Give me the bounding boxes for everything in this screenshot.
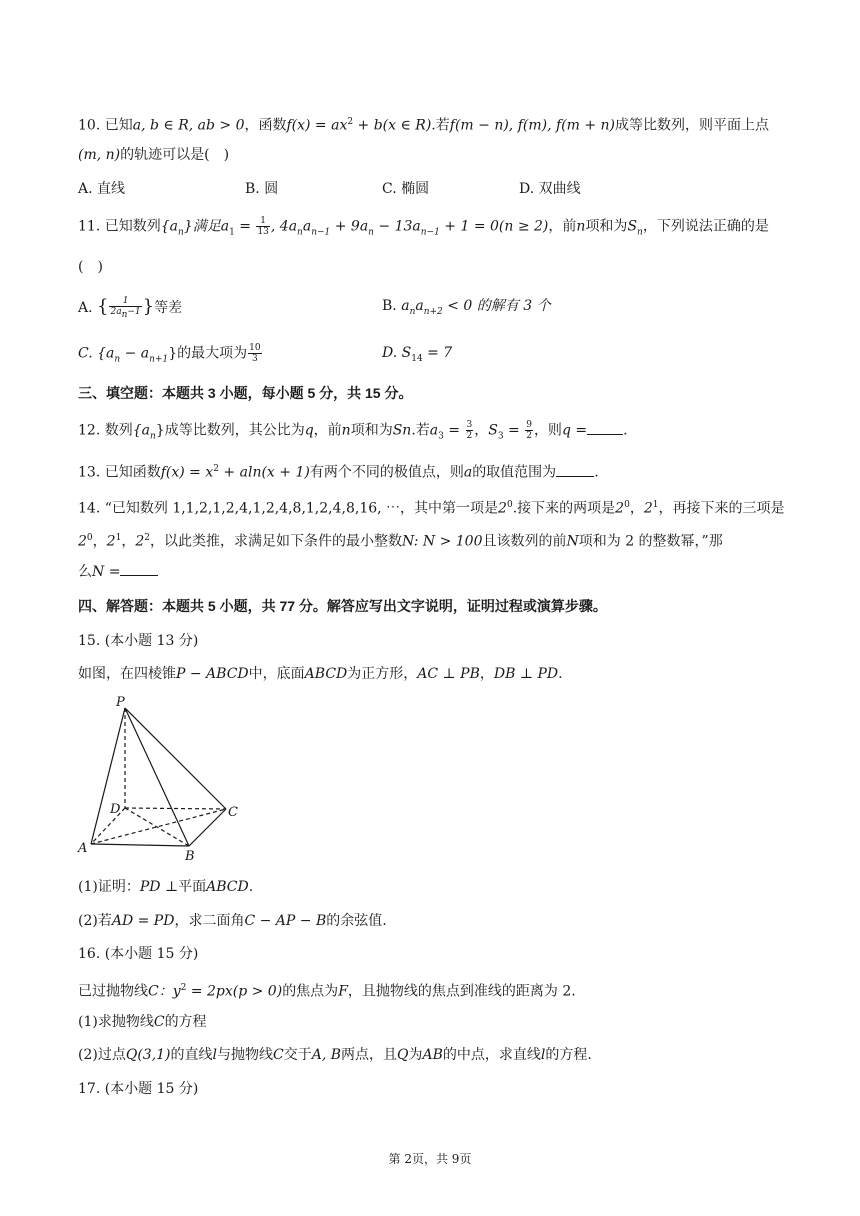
q11-option-b: B. $a_na_{n+2} < 0$ 的解有 3 个 bbox=[382, 298, 551, 317]
label-a: A bbox=[78, 841, 88, 856]
q16-title: 16. (本小题 15 分) bbox=[78, 946, 199, 962]
q10-number: 10. 已知 bbox=[78, 117, 133, 134]
page-footer: 第 2页，共 9页 bbox=[388, 1152, 472, 1166]
q11-line1: 11. 已知数列$\{a_n\}$满足$a_1$ = $\frac{1}{13}$ , $4a_na_{n-1} + 9a_n - 13a_{n-1} + 1 = 0(n \ge 2)$，前n项和为$S_n$，下列说法正确的是 bbox=[78, 216, 769, 238]
q14-line2: $2^0$，$2^1$，$2^2$，以此类推，求满足如下条件的最小整数N: N > 100且该数列的前N项和为 2 的整数幂，”那 bbox=[78, 533, 723, 550]
section-4-heading: 四、解答题：本题共 5 小题，共 77 分。解答应写出文字说明，证明过程或演算步骤。 bbox=[78, 598, 607, 614]
edge-dc bbox=[125, 808, 226, 809]
label-p: P bbox=[116, 695, 125, 710]
q12-answer-blank bbox=[587, 434, 623, 435]
label-c: C bbox=[228, 805, 238, 820]
q17-title: 17. (本小题 15 分) bbox=[78, 1081, 199, 1097]
section-3-heading: 三、填空题：本题共 3 小题，每小题 5 分，共 15 分。 bbox=[78, 385, 413, 401]
q10-line1: 10. 已知a, b ∈ R, ab > 0，函数$f(x) = ax^2 + b(x$ ∈ R).若f(m − n), f(m), f(m + n)成等比数列，则平面上点 bbox=[78, 117, 770, 134]
q16-part1: (1)求抛物线C的方程 bbox=[78, 1014, 207, 1030]
pyramid-figure bbox=[76, 694, 248, 866]
q10-option-b: B. 圆 bbox=[245, 181, 279, 197]
edge-pa bbox=[91, 708, 125, 844]
q16-statement: 已过抛物线C：$y^2 = 2px(p > 0)$的焦点为F，且抛物线的焦点到准线的距离为 2. bbox=[78, 983, 576, 1000]
q11-line2: ( ) bbox=[78, 259, 103, 275]
q10-option-a: A. 直线 bbox=[78, 181, 126, 197]
q13-answer-blank bbox=[556, 476, 594, 477]
q10-option-d: D. 双曲线 bbox=[519, 181, 581, 197]
label-d: D bbox=[110, 802, 121, 817]
q11-option-c: C. $\{a_n - a_{n+1}\}$的最大项为 $\frac{10}{3}$ bbox=[78, 343, 261, 365]
q11-option-a: A. { $\frac{1}{2a_n-1}$ }等差 bbox=[78, 295, 183, 320]
q12-line: 12. 数列$\{a_n\}$成等比数列，其公比为q，前n项和为Sn.若$a_3$ = $\frac{3}{2}$ ，$S_3$ = $\frac{9}{2}$ ，则q = . bbox=[78, 420, 628, 442]
edge-pb bbox=[125, 708, 189, 846]
q15-part1: (1)证明：PD ⊥平面ABCD. bbox=[78, 879, 254, 895]
q11-option-d: D. $S_{14} = 7$ bbox=[382, 345, 453, 364]
q14-line1: 14. “已知数列 1,1,2,1,2,4,1,2,4,8,1,2,4,8,16, ⋯，其中第一项是$2^0$.接下来的两项是$2^0$，$2^1$，再接下来的三项是 bbox=[78, 500, 785, 517]
q10-line2: (m, n)的轨迹可以是( ) bbox=[78, 147, 230, 163]
q10-option-c: C. 椭圆 bbox=[382, 181, 430, 197]
edge-pc bbox=[125, 708, 226, 809]
edge-ab bbox=[91, 844, 189, 846]
q15-statement: 如图，在四棱锥P − ABCD中，底面ABCD为正方形，AC ⊥ PB，DB ⊥ PD. bbox=[78, 666, 563, 682]
q15-part2: (2)若AD = PD，求二面角C − AP − B的余弦值. bbox=[78, 913, 387, 929]
edge-bc bbox=[189, 809, 226, 846]
label-b: B bbox=[185, 849, 195, 864]
diagonal-db bbox=[125, 808, 189, 846]
q13-line: 13. 已知函数$f(x) = x^2 + aln(x + 1)$有两个不同的极值点，则a的取值范围为 . bbox=[78, 464, 599, 481]
q16-part2: (2)过点Q(3,1)的直线l与抛物线C交于A, B两点，且Q为AB的中点，求直线l的方程. bbox=[78, 1047, 592, 1063]
q14-line3: 么N = bbox=[78, 562, 158, 582]
q15-title: 15. (本小题 13 分) bbox=[78, 633, 199, 649]
q14-answer-blank bbox=[120, 575, 158, 576]
